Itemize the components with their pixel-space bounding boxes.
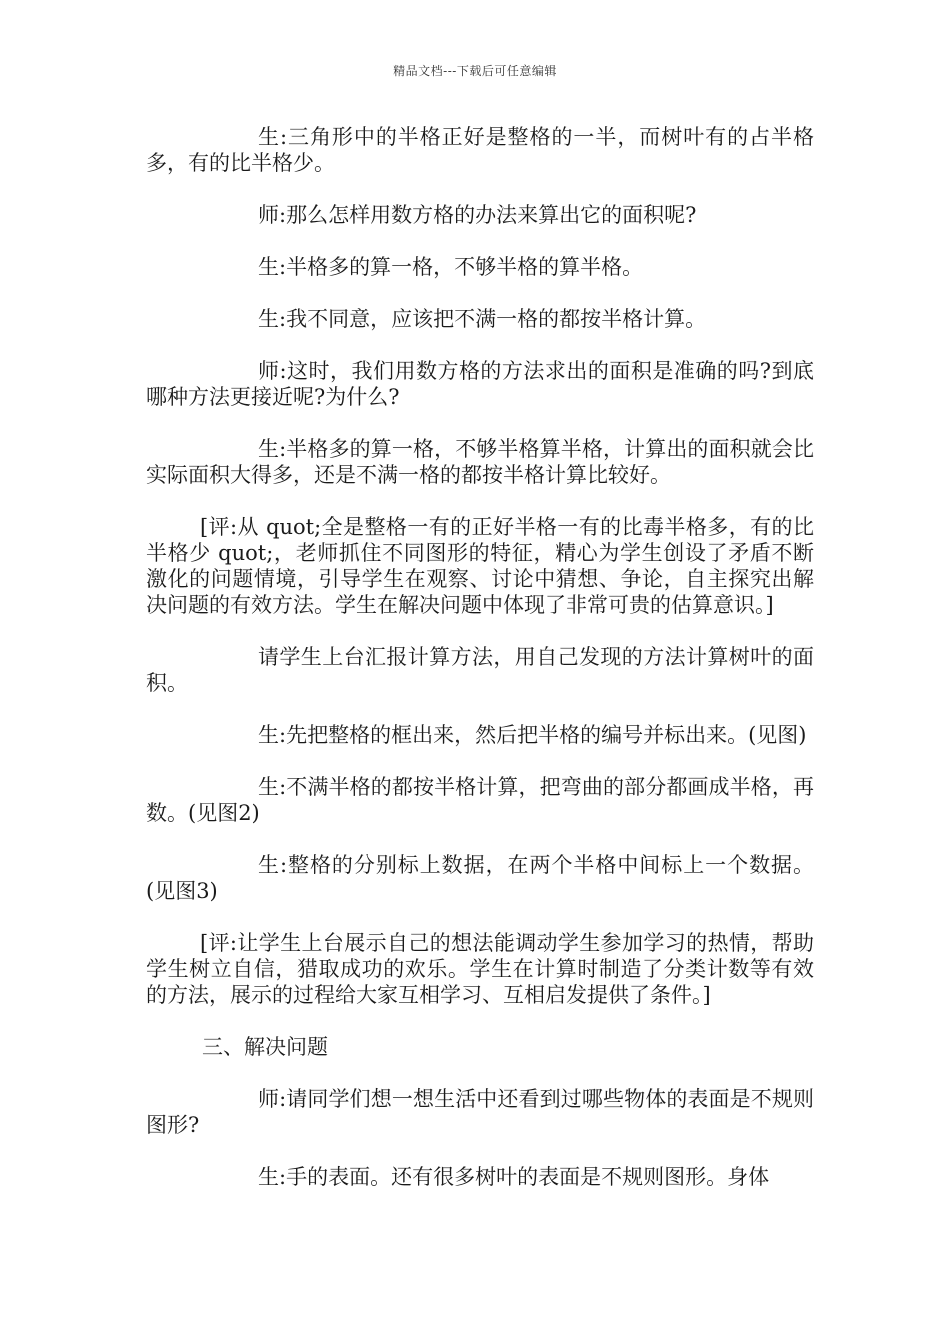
section-heading: 三、解决问题 (202, 1035, 328, 1059)
paragraph: 师:请同学们想一想生活中还看到过哪些物体的表面是不规则图形? (146, 1087, 814, 1137)
comment-paragraph: [评:让学生上台展示自己的想法能调动学生参加学习的热情，帮助学生树立自信，猎取成功的欢乐。学生在计算时制造了分类计数等有效的方法，展示的过程给大家互相学习、互相启发提供了条件。] (146, 931, 814, 1007)
paragraph: 生:我不同意，应该把不满一格的都按半格计算。 (258, 307, 707, 331)
paragraph: 生:三角形中的半格正好是整格的一半，而树叶有的占半格多，有的比半格少。 (146, 125, 814, 175)
paragraph: 生:手的表面。还有很多树叶的表面是不规则图形。身体 (258, 1165, 770, 1189)
paragraph: 生:先把整格的框出来，然后把半格的编号并标出来。(见图) (258, 723, 807, 747)
document-body (146, 124, 814, 1190)
paragraph: 生:不满半格的都按半格计算，把弯曲的部分都画成半格，再数。(见图2) (146, 775, 814, 825)
paragraph: 生:半格多的算一格，不够半格的算半格。 (258, 255, 644, 279)
page-header: 精品文档---下载后可任意编辑 (393, 64, 557, 78)
comment-paragraph: [评:从 quot;全是整格一有的正好半格一有的比毒半格多，有的比半格少 quot;，老师抓住不同图形的特征，精心为学生创设了矛盾不断激化的问题情境，引导学生在观察、讨论中猜想、争论，自主探究出解决问题的有效方法。学生在解决问题中体现了非常可贵的估算意识。] (146, 515, 814, 617)
paragraph: 师:那么怎样用数方格的办法来算出它的面积呢? (258, 203, 697, 227)
paragraph: 请学生上台汇报计算方法，用自己发现的方法计算树叶的面积。 (146, 645, 814, 695)
paragraph: 生:整格的分别标上数据，在两个半格中间标上一个数据。(见图3) (146, 853, 814, 903)
paragraph: 生:半格多的算一格，不够半格算半格，计算出的面积就会比实际面积大得多，还是不满一格的都按半格计算比较好。 (146, 437, 814, 487)
paragraph: 师:这时，我们用数方格的方法求出的面积是准确的吗?到底哪种方法更接近呢?为什么? (146, 359, 814, 409)
